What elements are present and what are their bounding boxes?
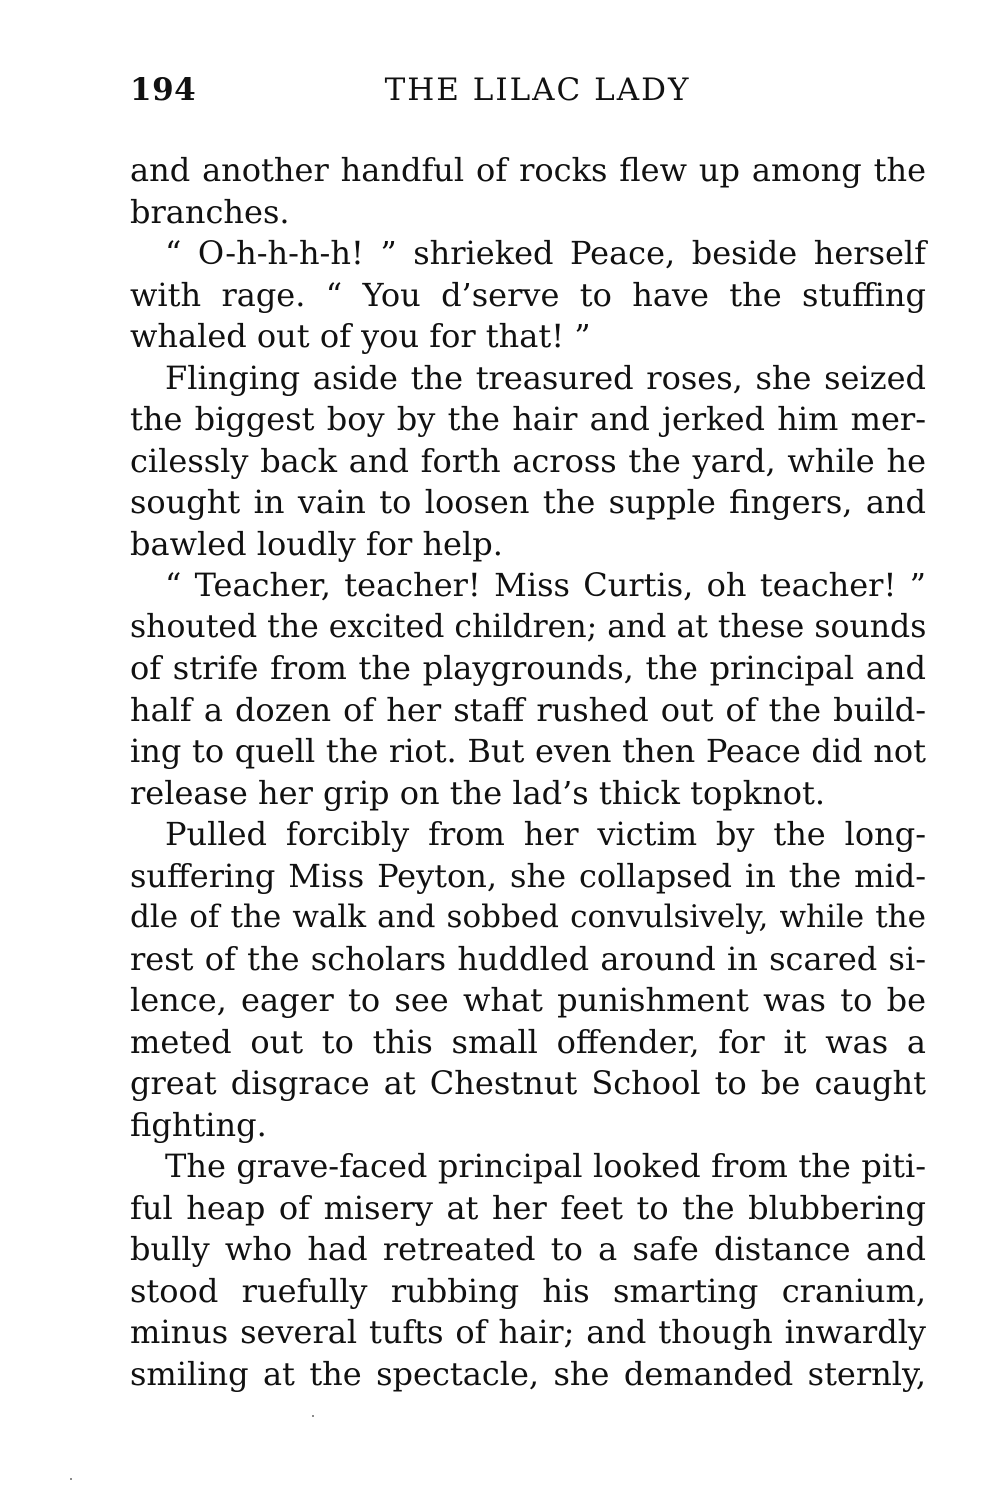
text-line: stood ruefully rubbing his smarting cranium, bbox=[130, 1271, 926, 1310]
text-line: of strife from the playgrounds, the principal and bbox=[130, 649, 926, 687]
text-line: the biggest boy by the hair and jerked him mer- bbox=[130, 400, 926, 438]
scan-speck bbox=[70, 1478, 72, 1480]
body-text bbox=[130, 150, 926, 1395]
text-line: sought in vain to loosen the supple fingers, and bbox=[130, 483, 926, 521]
page-header bbox=[130, 72, 930, 116]
text-line: ful heap of misery at her feet to the blubbering bbox=[130, 1188, 926, 1227]
text-line: branches. bbox=[130, 192, 290, 231]
text-line: Pulled forcibly from her victim by the long- bbox=[165, 815, 926, 853]
text-line: rest of the scholars huddled around in scared si- bbox=[130, 939, 926, 978]
text-line: suffering Miss Peyton, she collapsed in the mid- bbox=[130, 856, 926, 895]
text-line: with rage. “ You d’serve to have the stuffing bbox=[130, 275, 926, 314]
text-line: ing to quell the riot. But even then Peace did not bbox=[130, 732, 926, 770]
text-line: bully who had retreated to a safe distance and bbox=[130, 1230, 926, 1268]
text-line: great disgrace at Chestnut School to be caught bbox=[130, 1064, 926, 1102]
text-line: dle of the walk and sobbed convulsively, while the bbox=[130, 899, 926, 935]
text-line: cilessly back and forth across the yard, while he bbox=[130, 441, 926, 480]
text-line: whaled out of you for that! ” bbox=[130, 317, 591, 355]
scan-speck bbox=[312, 1415, 314, 1417]
page-number: 194 bbox=[130, 72, 197, 108]
text-line: and another handful of rocks flew up among the bbox=[130, 151, 926, 189]
text-line: shouted the excited children; and at these sounds bbox=[130, 608, 927, 645]
text-line: meted out to this small offender, for it was a bbox=[130, 1022, 926, 1061]
text-line: smiling at the spectacle, she demanded sternly, bbox=[130, 1354, 926, 1393]
text-line: fighting. bbox=[130, 1105, 267, 1144]
text-line: release her grip on the lad’s thick topknot. bbox=[130, 773, 825, 812]
text-line: The grave-faced principal looked from the piti- bbox=[165, 1147, 926, 1185]
text-line: minus several tufts of hair; and though inwardly bbox=[130, 1313, 926, 1351]
text-line: “ O-h-h-h-h! ” shrieked Peace, beside herself bbox=[165, 234, 926, 272]
text-line: lence, eager to see what punishment was to be bbox=[130, 981, 926, 1019]
running-title: THE LILAC LADY bbox=[384, 72, 691, 108]
text-line: Flinging aside the treasured roses, she seized bbox=[165, 358, 926, 397]
text-line: “ Teacher, teacher! Miss Curtis, oh teacher! ” bbox=[165, 566, 926, 604]
text-line: bawled loudly for help. bbox=[130, 524, 503, 563]
text-line: half a dozen of her staff rushed out of the build- bbox=[130, 690, 926, 729]
